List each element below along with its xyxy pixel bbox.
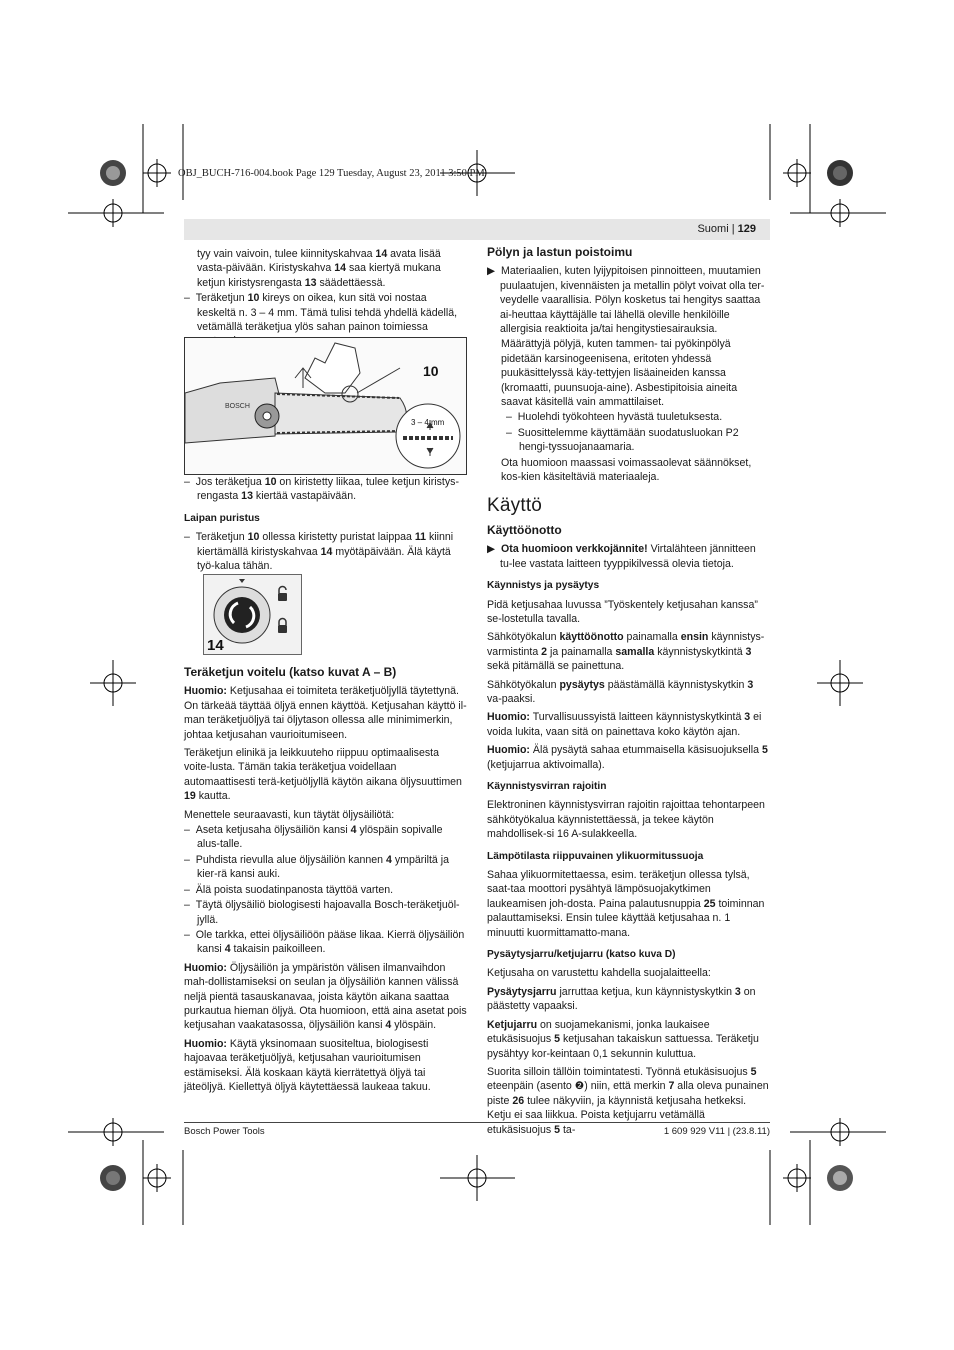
fig2-callout-14: 14 [207, 637, 224, 654]
left-column-bottom [184, 655, 467, 1098]
left-dash-1: – Teräketjun 10 kireys on oikea, kun sitä voi nostaa keskeltä n. 3 – 4 mm. Tämä tulisi tehdä yhdellä kädellä, vetämällä teräketjua ylös sahan painon toimiessa [184, 291, 467, 349]
heading-kaytto: Käyttö [487, 494, 543, 516]
right-column [487, 245, 770, 1141]
heading-voitelu: Teräketjun voitelu (katso kuvat A – B) [184, 665, 397, 679]
heading-lampotila: Lämpötilasta riippuvainen ylikuormitussuoja [487, 850, 704, 862]
left-p2: Huomio: Ketjusahaa ei toimiteta teräketjuöljyllä täytettynä. On tärkeää täyttää öljyä ennen käyttöä. Ketjusahan käyttö il-man teräketjuöljyä tai öljytason ollessa alle minimimerkin, johtaa ketjusahan vaurioitumiseen. [184, 685, 467, 741]
header-text [697, 223, 756, 235]
right-p10: Ketjujarru on suojamekanismi, jonka laukaisee etukäsisuojus 5 ketjusahan takaiskun sattuessa. Teräketju pysähtyy kor-keintaan 0,1 sekunnin kuluttua. [487, 1018, 759, 1060]
right-p6: Elektroninen käynnistysvirran rajoitin rajoittaa tehontarpeen sähkötyökalua käynnistettäessä, ja tekee käytön mahdollisek-si 16 A-sulakkeella. [487, 799, 765, 841]
left-dash-6-text: Älä poista suodatinpanosta täyttöä varten. [195, 883, 394, 896]
left-p5: Huomio: Öljysäiliön ja ympäristön välisen ilmanvaihdon mah-dollistamiseksi on seulan ja öljysäiliön kannen välissä neljä pientä tasauskanavaa, joista käytön aikana saattaa purkautua hieman öljyä. Ota huomioon, että aina asetat pois ketjusahan vaakatasossa, öljysäiliön kansi 4 ylöspäin. [184, 961, 467, 1032]
page-header [184, 219, 770, 240]
footer-brand: Bosch Power Tools [184, 1126, 265, 1137]
chain-saw-illustration [185, 338, 466, 474]
fig1-measure: 3 – 4 mm [411, 418, 445, 427]
heading-kaynnistysvirran: Käynnistysvirran rajoitin [487, 781, 607, 792]
left-dash-3-text: Teräketjun 10 ollessa kiristetty puristat laippaa 11 kiinni kiertämällä kiristyskahvaa 14 myötäpäivään. Älä käytä työ-kalua tähän. [195, 531, 454, 573]
heading-laipan-puristus: Laipan puristus [184, 512, 260, 524]
right-p3: Sähkötyökalun pysäytys päästämällä käynnistyskytkin 3 va-paaksi. [487, 678, 754, 705]
left-dash-2-text: Jos teräketjua 10 on kiristetty liikaa, tulee ketjun kiristys-rengasta 13 kiertää vastapäivään. [195, 476, 459, 503]
page-number: 129 [737, 223, 756, 235]
fig1-brand: BOSCH [225, 403, 250, 410]
right-t1b: Määrättyjä pölyjä, kuten tammen- tai pyökinpölyä pidetään karsinogeenisena, eritoten yhdessä puukäsittelyssä käy-tettyjen lisäaineiden kanssa (kromaatti, puunsuoja-aine). Asbestipitoisia aineita saavat käsitellä vain ammattilaiset. [501, 338, 738, 409]
right-p1: Pidä ketjusahaa luvussa ”Työskentely ketjusahan kanssa” se-lostetulla tavalla. [487, 598, 758, 625]
right-p5: Huomio: Älä pysäytä sahaa etummaisella käsisuojuksella 5 (ketjujarrua aktivoimalla). [487, 744, 768, 771]
clamp-knob-figure [203, 574, 302, 655]
left-dash-3: – Teräketjun 10 ollessa kiristetty puristat laippaa 11 kiinni kiertämällä kiristyskahvaa 14 myötäpäivään. Älä käytä työ-kalua tähän. [184, 531, 454, 573]
heading-kayttoonotto: Käyttöönotto [487, 522, 562, 537]
footer-rule [184, 1122, 770, 1123]
right-p2: Sähkötyökalun käyttöönotto painamalla ensin käynnistys-varmistinta 2 ja painamalla samalla käynnistyskytkintä 3 sekä pitämällä se painettuna. [487, 631, 765, 673]
left-dash-8-text: Ole tarkka, ettei öljysäiliöön pääse likaa. Kierrä öljysäiliön kansi 4 takaisin paikoilleen. [195, 928, 465, 956]
left-dash-4-text: Aseta ketjusaha öljysäiliön kansi 4 ylöspäin sopivalle alus-talle. [195, 824, 443, 851]
left-dash-8: – Ole tarkka, ettei öljysäiliöön pääse likaa. Kierrä öljysäiliön kansi 4 takaisin paikoilleen. [184, 928, 465, 956]
clamp-knob-illustration [204, 575, 301, 654]
right-t2-text: Ota huomioon verkkojännite! Virtalähteen jännitteen tu-lee vastata laitteen tyyppikilvessä olevia tietoja. [500, 543, 756, 570]
right-t1: ▶ Materiaalien, kuten lyijypitoisen pinnoitteen, muutamien puulaatujen, kivennäisten ja metallin pölyt voivat olla ter-veydelle vaarallisia. Pölyn kosketus tai hengitys saattaa ai-heuttaa käyttäjälle tai lähellä oleville henkilöille allergisia reaktioita ja/tai hengitystiesairauksia. [487, 265, 765, 336]
right-p4: Huomio: Turvallisuussyistä laitteen käynnistyskytkintä 3 ei voida lukita, vaan sitä on painettava koko käytön ajan. [487, 711, 762, 738]
left-dash-7: – Täytä öljysäiliö biologisesti hajoavalla Bosch-teräketjuöl-jyllä. [184, 899, 460, 926]
right-dash-2: – Suosittelemme käyttämään suodatusluokan P2 hengi-tyssuojanaamaria. [506, 426, 739, 454]
left-dash-6: – Älä poista suodatinpanosta täyttöä varten. [184, 883, 394, 896]
right-p11: Suorita silloin tällöin toimintatesti. Työnnä etukäsisuojus 5 eteenpäin (asento ❷) niin, että merkin 7 alla oleva punainen piste 26 tulee näkyviin, ja käynnistä ketjusaha hetkeksi. Ketju ei saa liikkua. Poista ketjujarru vetämällä etukäsisuojus 5 ta- [487, 1065, 769, 1136]
left-dash-1-text: Teräketjun 10 kireys on oikea, kun sitä voi nostaa keskeltä n. 3 – 4 mm. Tämä tulisi tehdä yhdellä kädellä, vetämällä teräketjua ylös sahan painon toimiessa [195, 292, 458, 334]
right-p8: Ketjusaha on varustettu kahdella suojalaitteella: [487, 967, 711, 980]
right-dash-2-text: Suosittelemme käyttämään suodatusluokan P2 hengi-tyssuojanaamaria. [517, 426, 739, 454]
left-p6: Huomio: Käytä yksinomaan suositeltua, biologisesti hajoavaa teräketjuöljyä, ketjusahan vaurioitumisen estämiseksi. Älä koskaan käytä kierrätettyä öljyä tai jäteöljyä. Kiellettyä öljyä käytettäessä laukeaa takuu. [184, 1037, 431, 1093]
header-language: Suomi [697, 223, 729, 235]
left-column-top [184, 247, 467, 350]
right-dash-1-text: Huolehdi työkohteen hyvästä tuuletuksesta. [517, 411, 723, 424]
chain-tension-figure [184, 337, 467, 475]
right-t1-text: Materiaalien, kuten lyijypitoisen pinnoitteen, muutamien puulaatujen, kivennäisten ja metallin pölyt voivat olla ter-veydelle vaarallisia. Pölyn kosketus tai hengitys saattaa ai-heuttaa käyttäjälle tai lähellä oleville henkilöille allergisia reaktioita ja/tai hengitystiesairauksia. [500, 265, 765, 336]
left-p1: tyy vain vaivoin, tulee kiinnityskahvaa 14 avata lisää vasta-päivään. Kiristyskahva 14 saa kiertyä mukana ketjun kiristysrengasta 13 säädettäessä. [197, 248, 441, 289]
left-dash-7-text: Täytä öljysäiliö biologisesti hajoavalla Bosch-teräketjuöl-jyllä. [195, 899, 460, 926]
right-p7: Sahaa ylikuormitettaessa, esim. teräketjun ollessa tylsä, saat-taa moottori pysähtyä lämpösuojakytkimen laukeamisen joh-dosta. Paina palautusnuppia 25 toiminnan palauttamiseksi. Ensin tulee käyttää ketjusahaa n. 1 minuutti kuormittamatto-mana. [487, 869, 765, 939]
left-p3: Teräketjun elinikä ja leikkuuteho riippuu optimaalisesta voite-lusta. Tämän takia teräketjua voidellaan automaattisesti terä-ketjuöljyllä käytön aikana öljysuuttimen 19 kautta. [184, 747, 462, 803]
left-p4: Menettele seuraavasti, kun täytät öljysäiliötä: [184, 808, 395, 821]
footer-docnumber: 1 609 929 V11 | (23.8.11) [663, 1126, 770, 1137]
left-dash-2: – Jos teräketjua 10 on kiristetty liikaa, tulee ketjun kiristys-rengasta 13 kiertää vastapäivään. [184, 476, 459, 503]
right-p9: Pysäytysjarru jarruttaa ketjua, kun käynnistyskytkin 3 on päästetty vapaaksi. [487, 985, 756, 1013]
heading-jarru: Pysäytysjarru/ketjujarru (katso kuva D) [487, 949, 676, 961]
right-t1c: Ota huomioon maassasi voimassaolevat säännökset, kos-kien käsiteltäviä materiaaleja. [501, 456, 752, 484]
right-t2: ▶ Ota huomioon verkkojännite! Virtalähteen jännitteen tu-lee vastata laitteen tyyppikilvessä olevia tietoja. [487, 543, 756, 570]
left-dash-5-text: Puhdista rievulla alue öljysäiliön kannen 4 ympäriltä ja kier-rä kansi auki. [195, 853, 450, 881]
book-slug: OBJ_BUCH-716-004.book Page 129 Tuesday, August 23, 2011 3:50 PM [178, 168, 485, 179]
heading-kaynnistys: Käynnistys ja pysäytys [487, 580, 600, 592]
left-dash-5: – Puhdista rievulla alue öljysäiliön kannen 4 ympäriltä ja kier-rä kansi auki. [184, 853, 450, 881]
left-dash-4: – Aseta ketjusaha öljysäiliön kansi 4 ylöspäin sopivalle alus-talle. [184, 824, 443, 851]
heading-polyn: Pölyn ja lastun poistoimu [487, 245, 633, 259]
left-column-mid [184, 475, 467, 574]
right-dash-1: – Huolehdi työkohteen hyvästä tuuletuksesta. [506, 411, 723, 424]
header-separator: | [728, 223, 738, 235]
fig1-callout-10: 10 [423, 363, 439, 379]
